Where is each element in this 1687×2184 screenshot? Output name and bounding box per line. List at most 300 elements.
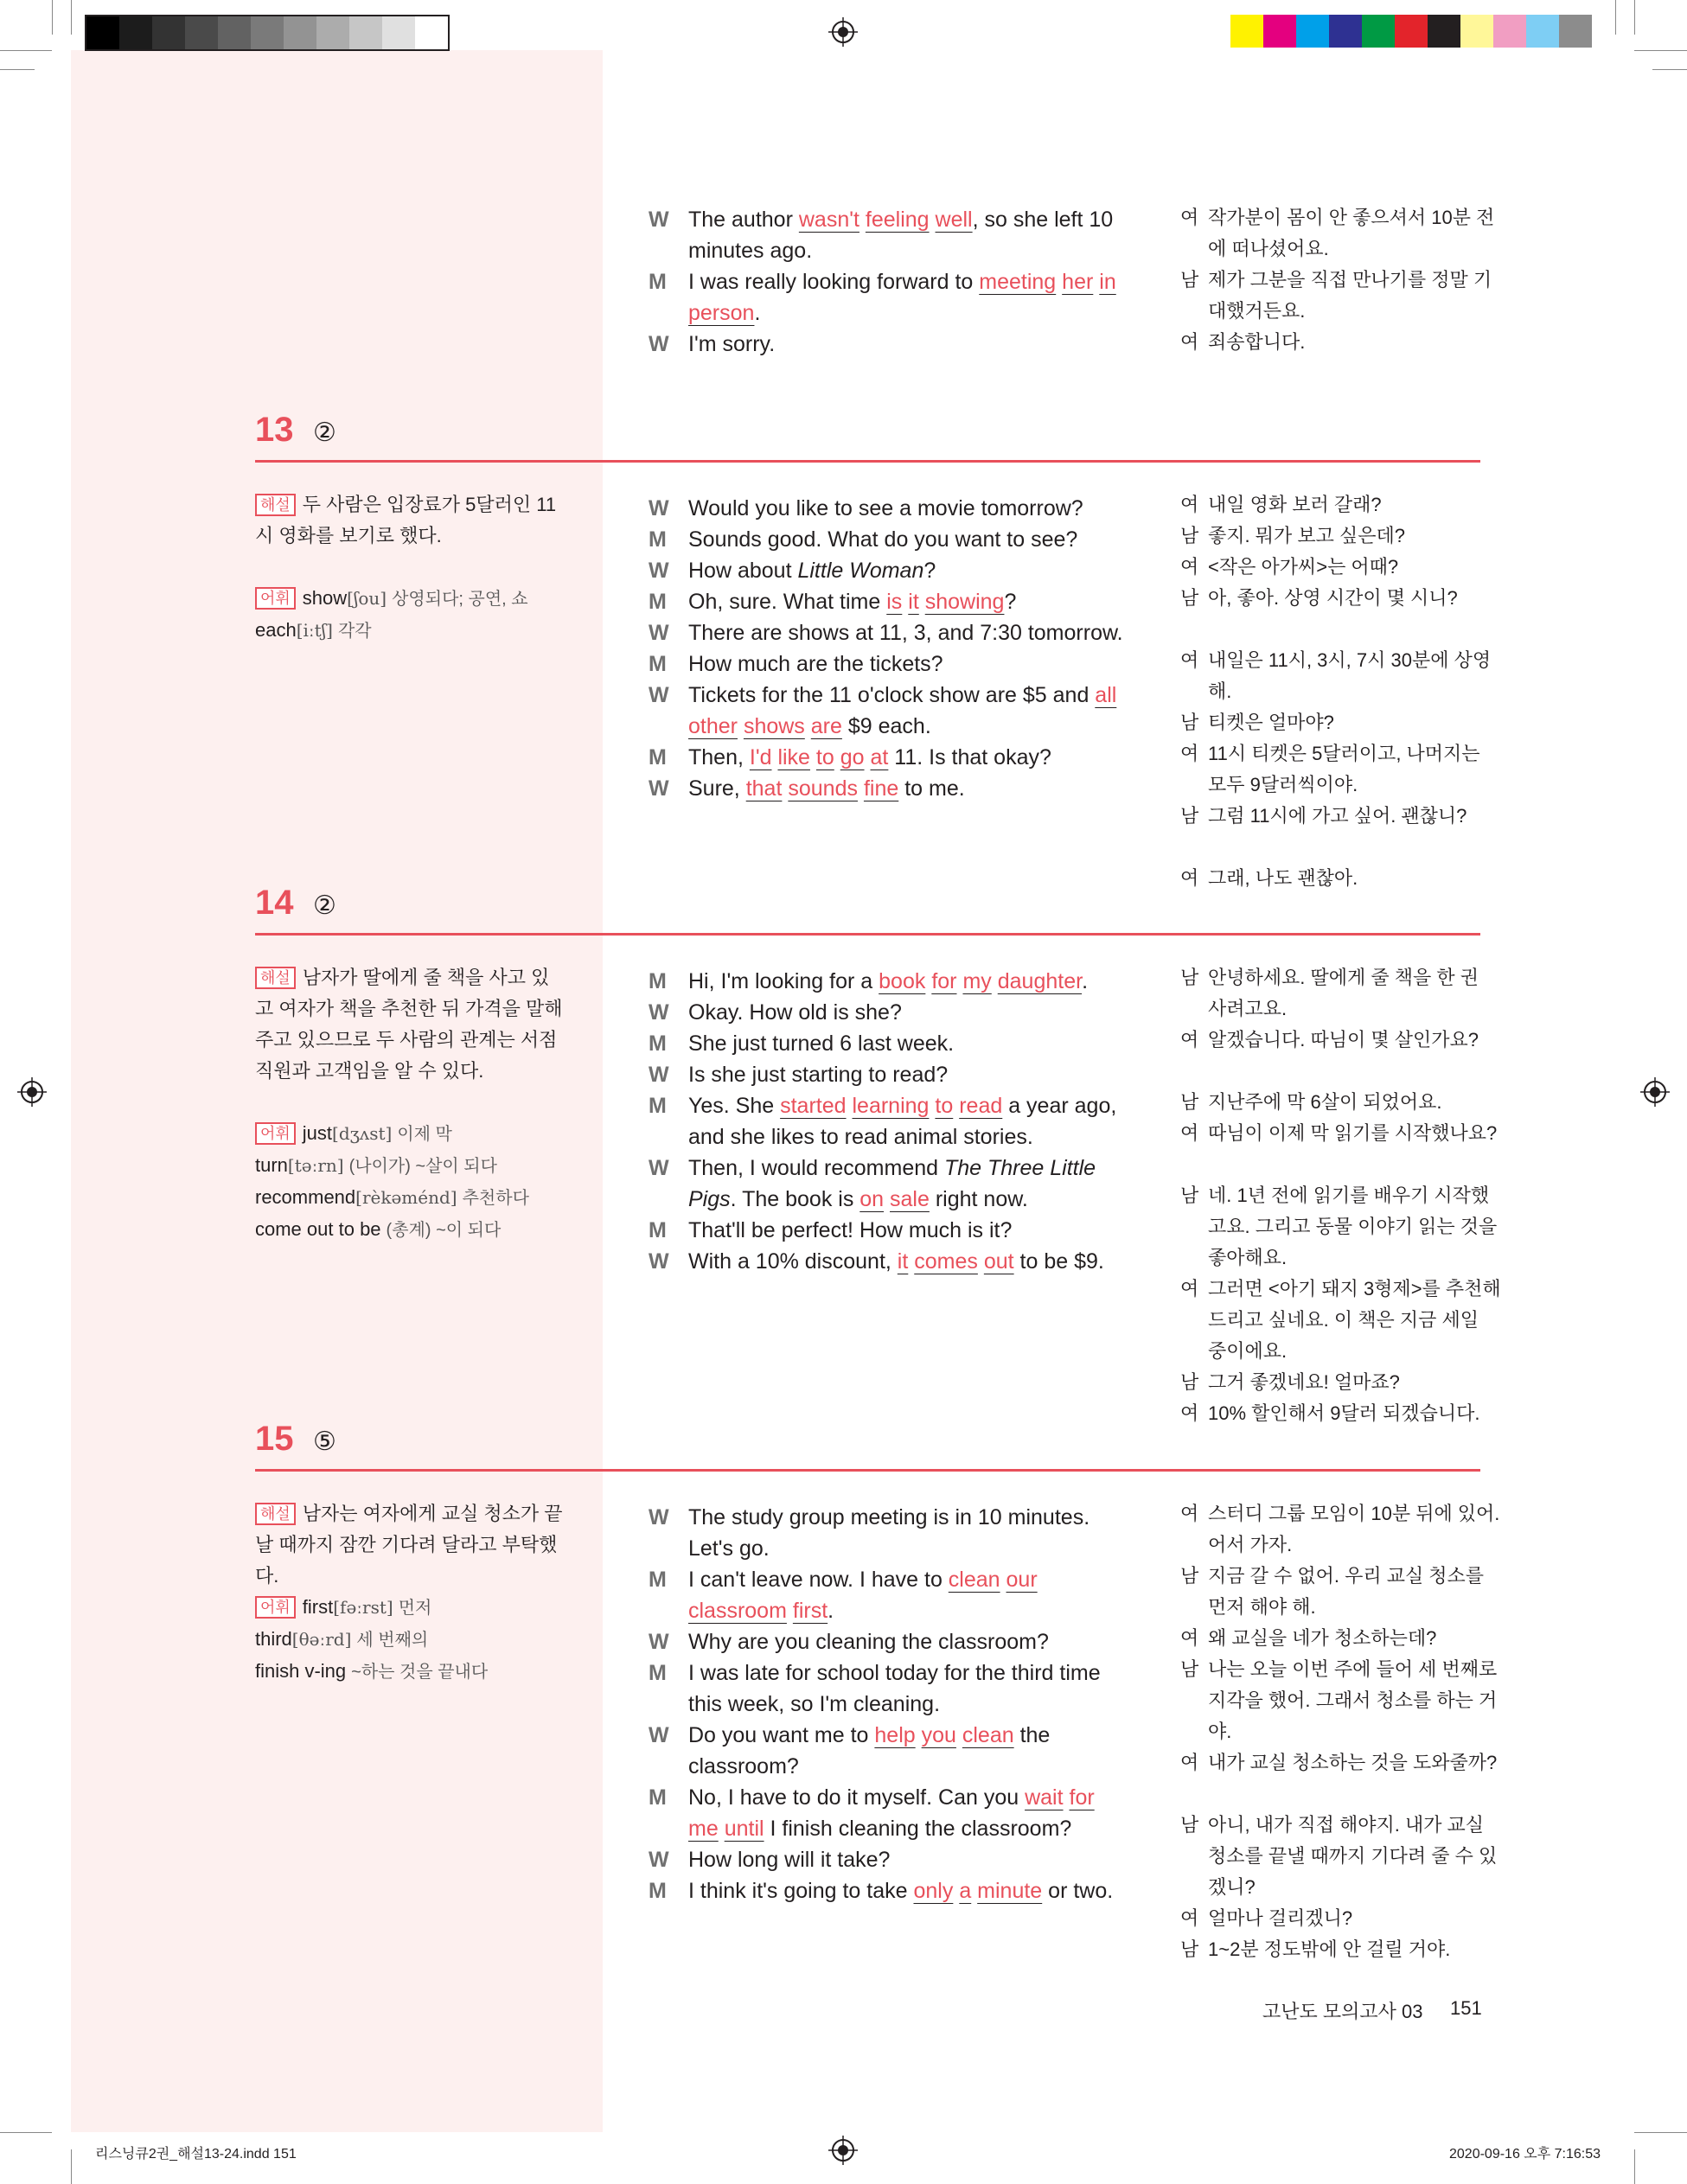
explanation bbox=[255, 489, 566, 552]
translation-text: 스터디 그룹 모임이 10분 뒤에 있어. 어서 가자. bbox=[1208, 1503, 1500, 1555]
section-footer: 고난도 모의고사 03 bbox=[1262, 2001, 1423, 2022]
vocab-meaning: (나이가) ~살이 되다 bbox=[348, 1157, 497, 1176]
dialogue-text bbox=[688, 555, 1129, 586]
vocab-word: third bbox=[255, 1628, 292, 1650]
color-swatch bbox=[251, 16, 284, 49]
speaker-label: W bbox=[649, 683, 669, 707]
speaker-label: W bbox=[649, 1630, 669, 1654]
color-swatch bbox=[1329, 15, 1362, 48]
blank-answer: go bbox=[840, 745, 865, 770]
color-swatch bbox=[1263, 15, 1296, 48]
blank-answer: minute bbox=[977, 1879, 1043, 1903]
color-swatch bbox=[1559, 15, 1592, 48]
translation-text: 죄송합니다. bbox=[1208, 331, 1306, 353]
explanation-tag: 해설 bbox=[255, 967, 296, 989]
blank-answer: book bbox=[879, 969, 926, 993]
vocab-entry bbox=[255, 1182, 584, 1214]
vocabulary bbox=[255, 1592, 584, 1688]
vocab-meaning: ~하는 것을 끝내다 bbox=[351, 1663, 489, 1682]
speaker-label: 여 bbox=[1180, 1122, 1199, 1144]
blank-answer: a bbox=[959, 1879, 972, 1903]
blank-answer: on bbox=[859, 1187, 885, 1211]
vocab-pronunciation: [fəːrst] bbox=[333, 1597, 393, 1618]
explanation-text: 두 사람은 입장료가 5달러인 11시 영화를 보기로 했다. bbox=[255, 494, 557, 546]
translation-text: 따님이 이제 막 읽기를 시작했나요? bbox=[1208, 1122, 1498, 1144]
vocab-pronunciation: [təːrn] bbox=[287, 1155, 344, 1176]
translation-text: 안녕하세요. 딸에게 줄 책을 한 권 사려고요. bbox=[1208, 967, 1479, 1019]
question-answer: ② bbox=[313, 418, 336, 447]
text-run: to me. bbox=[898, 776, 965, 801]
speaker-label: M bbox=[649, 1094, 667, 1118]
text-run: Okay. How old is she? bbox=[688, 1000, 902, 1025]
text-run: The author bbox=[688, 208, 799, 232]
speaker-label: W bbox=[649, 776, 669, 801]
text-run: Would you like to see a movie tomorrow? bbox=[688, 496, 1083, 520]
speaker-label: 여 bbox=[1180, 494, 1199, 515]
crop-mark bbox=[1634, 2149, 1635, 2184]
vocab-entry bbox=[255, 1118, 584, 1150]
speaker-label: 남 bbox=[1180, 269, 1199, 291]
text-run bbox=[865, 745, 871, 770]
question-number: 15 bbox=[255, 1420, 294, 1458]
text-run: With a 10% discount, bbox=[688, 1249, 898, 1274]
translation-text: 그래, 나도 괜찮아. bbox=[1208, 867, 1358, 889]
speaker-label: 남 bbox=[1180, 1814, 1199, 1836]
grayscale-color-bar bbox=[85, 15, 450, 51]
vocab-tag: 어휘 bbox=[255, 587, 296, 610]
translation-text: 작가분이 몸이 안 좋으셔서 10분 전에 떠나셨어요. bbox=[1208, 207, 1495, 259]
dialogue-text bbox=[688, 1090, 1129, 1153]
explanation-text: 남자는 여자에게 교실 청소가 끝날 때까지 잠깐 기다려 달라고 부탁했다. bbox=[255, 1503, 563, 1587]
text-run bbox=[919, 590, 925, 614]
blank-answer: only bbox=[913, 1879, 954, 1903]
speaker-label: W bbox=[649, 496, 669, 520]
dialogue-text bbox=[688, 1626, 1129, 1657]
dialogue-text bbox=[688, 1720, 1129, 1782]
text-run: Why are you cleaning the classroom? bbox=[688, 1630, 1049, 1654]
speaker-label: W bbox=[649, 208, 669, 232]
speaker-label: 여 bbox=[1180, 743, 1199, 764]
blank-answer: clean bbox=[962, 1723, 1014, 1747]
text-run: . The book is bbox=[730, 1187, 860, 1211]
question-number: 13 bbox=[255, 411, 294, 449]
explanation-tag: 해설 bbox=[255, 494, 296, 516]
speaker-label: W bbox=[649, 1156, 669, 1180]
blank-answer: it bbox=[897, 1249, 909, 1274]
translation-text: 아, 좋아. 상영 시간이 몇 시니? bbox=[1208, 587, 1458, 609]
blank-answer: read bbox=[959, 1094, 1003, 1118]
speaker-label: 여 bbox=[1180, 1278, 1199, 1300]
question-answer: ⑤ bbox=[313, 1427, 336, 1456]
text-run: to be $9. bbox=[1013, 1249, 1104, 1274]
crop-mark bbox=[0, 2132, 52, 2133]
vocab-tag: 어휘 bbox=[255, 1122, 296, 1145]
speaker-label: 여 bbox=[1180, 1752, 1199, 1773]
question-number: 14 bbox=[255, 884, 294, 922]
dialogue-text bbox=[688, 586, 1129, 617]
speaker-label: 여 bbox=[1180, 867, 1199, 889]
crop-mark bbox=[71, 2149, 72, 2184]
speaker-label: M bbox=[649, 1879, 667, 1903]
color-swatch bbox=[185, 16, 218, 49]
speaker-label: M bbox=[649, 969, 667, 993]
color-swatch bbox=[152, 16, 185, 49]
color-swatch bbox=[1493, 15, 1526, 48]
text-run: the classroom? bbox=[688, 1723, 1051, 1778]
dialogue-text bbox=[688, 1502, 1129, 1564]
blank-answer: until bbox=[724, 1817, 764, 1841]
blank-answer: for bbox=[931, 969, 957, 993]
speaker-label: 남 bbox=[1180, 1658, 1199, 1680]
text-run: Sure, bbox=[688, 776, 746, 801]
text-run: There are shows at 11, 3, and 7:30 tomorrow. bbox=[688, 621, 1123, 645]
text-run: 11. Is that okay? bbox=[888, 745, 1051, 770]
speaker-label: M bbox=[649, 270, 667, 294]
vocab-pronunciation: [rèkəménd] bbox=[355, 1187, 457, 1208]
text-run: . bbox=[1082, 969, 1089, 993]
vocab-meaning: 이제 막 bbox=[397, 1125, 452, 1144]
text-run bbox=[847, 1094, 853, 1118]
text-run: She just turned 6 last week. bbox=[688, 1031, 955, 1056]
translation-text: 그럼 11시에 가고 싶어. 괜찮니? bbox=[1208, 805, 1467, 827]
dialogue-text bbox=[688, 966, 1129, 997]
speaker-label: 남 bbox=[1180, 1565, 1199, 1587]
blank-answer: clean bbox=[948, 1568, 1000, 1592]
translation-text: 내일 영화 보러 갈래? bbox=[1208, 494, 1382, 515]
vocab-meaning: (총계) ~이 되다 bbox=[386, 1221, 502, 1240]
blank-answer: it bbox=[908, 590, 919, 614]
vocab-pronunciation: [dʒʌst] bbox=[332, 1123, 393, 1144]
speaker-label: 남 bbox=[1180, 805, 1199, 827]
vocab-word: turn bbox=[255, 1154, 288, 1176]
vocab-word: come out to be bbox=[255, 1218, 381, 1240]
translation-text: 제가 그분을 직접 만나기를 정말 기대했거든요. bbox=[1208, 269, 1492, 322]
registration-mark-icon bbox=[828, 2136, 858, 2165]
color-swatch bbox=[316, 16, 349, 49]
color-swatch bbox=[1460, 15, 1493, 48]
crop-mark bbox=[1652, 69, 1687, 70]
vocab-meaning: 상영되다; 공연, 쇼 bbox=[392, 590, 528, 609]
dialogue-text bbox=[688, 617, 1129, 648]
crop-mark bbox=[1615, 0, 1616, 35]
section-divider bbox=[255, 460, 1480, 463]
blank-answer: other bbox=[688, 714, 738, 738]
blank-answer: out bbox=[983, 1249, 1014, 1274]
blank-answer: for bbox=[1069, 1785, 1095, 1810]
translation-text: 11시 티켓은 5달러이고, 나머지는 모두 9달러씩이야. bbox=[1208, 743, 1480, 795]
blank-answer: sounds bbox=[788, 776, 858, 801]
dialogue-text bbox=[688, 648, 1129, 680]
color-swatch bbox=[218, 16, 251, 49]
translation-text: 얼마나 걸리겠니? bbox=[1208, 1907, 1353, 1929]
speaker-label: M bbox=[649, 652, 667, 676]
text-run: Is she just starting to read? bbox=[688, 1063, 949, 1087]
crop-mark bbox=[1634, 50, 1687, 51]
speaker-label: M bbox=[649, 1661, 667, 1685]
print-timestamp: 2020-09-16 오후 7:16:53 bbox=[1449, 2147, 1601, 2162]
dialogue-text bbox=[688, 680, 1129, 742]
speaker-label: 남 bbox=[1180, 587, 1199, 609]
text-run: Tickets for the 11 o'clock show are $5 and bbox=[688, 683, 1096, 707]
vocab-word: show bbox=[302, 587, 348, 609]
blank-answer: person bbox=[688, 301, 755, 325]
text-run bbox=[787, 1599, 793, 1623]
vocab-meaning: 추천하다 bbox=[462, 1189, 529, 1208]
dialogue-text bbox=[688, 997, 1129, 1028]
text-run bbox=[1000, 1568, 1006, 1592]
vocab-pronunciation: [iːtʃ] bbox=[296, 620, 333, 641]
blank-answer: learning bbox=[852, 1094, 930, 1118]
text-run: or two. bbox=[1042, 1879, 1114, 1903]
speaker-label: W bbox=[649, 1063, 669, 1087]
text-run: How long will it take? bbox=[688, 1848, 891, 1872]
crop-mark bbox=[0, 69, 35, 70]
vocab-entry bbox=[255, 1624, 584, 1656]
vocab-entry bbox=[255, 1592, 584, 1624]
question-answer: ② bbox=[313, 891, 336, 920]
speaker-label: M bbox=[649, 527, 667, 552]
section-divider bbox=[255, 1469, 1480, 1472]
text-run bbox=[719, 1817, 725, 1841]
dialogue-text bbox=[688, 329, 1129, 360]
translation-text: 내일은 11시, 3시, 7시 30분에 상영해. bbox=[1208, 649, 1492, 702]
dialogue-text bbox=[688, 204, 1129, 266]
vocab-word: recommend bbox=[255, 1186, 356, 1208]
speaker-label: 여 bbox=[1180, 556, 1199, 578]
text-run: Oh, sure. What time bbox=[688, 590, 887, 614]
text-run: That'll be perfect! How much is it? bbox=[688, 1218, 1013, 1242]
vocabulary bbox=[255, 583, 584, 647]
blank-answer: classroom bbox=[688, 1599, 787, 1623]
blank-answer: at bbox=[870, 745, 889, 770]
text-run: I finish cleaning the classroom? bbox=[764, 1817, 1072, 1841]
speaker-label: 남 bbox=[1180, 525, 1199, 546]
speaker-label: M bbox=[649, 590, 667, 614]
left-column-background bbox=[71, 50, 603, 2132]
translation-text: 그거 좋겠네요! 얼마죠? bbox=[1208, 1371, 1400, 1393]
blank-answer: all bbox=[1095, 683, 1117, 707]
blank-answer: in bbox=[1099, 270, 1116, 294]
speaker-label: 여 bbox=[1180, 1907, 1199, 1929]
vocab-word: first bbox=[302, 1596, 334, 1618]
speaker-label: M bbox=[649, 1218, 667, 1242]
speaker-label: 여 bbox=[1180, 1627, 1199, 1649]
translation-text: 내가 교실 청소하는 것을 도와줄까? bbox=[1208, 1752, 1498, 1773]
translation-text: 네. 1년 전에 읽기를 배우기 시작했고요. 그리고 동물 이야기 읽는 것을 좋아해요. bbox=[1208, 1185, 1498, 1268]
speaker-label: 여 bbox=[1180, 331, 1199, 353]
text-run bbox=[859, 208, 866, 232]
blank-answer: feeling bbox=[865, 208, 930, 232]
file-slug: 리스닝큐2권_해설13-24.indd 151 bbox=[95, 2147, 297, 2162]
vocab-meaning: 세 번째의 bbox=[356, 1631, 429, 1650]
speaker-label: 여 bbox=[1180, 649, 1199, 671]
color-swatch bbox=[1526, 15, 1559, 48]
dialogue-text bbox=[688, 773, 1129, 804]
text-run: ? bbox=[1004, 590, 1017, 614]
crop-mark bbox=[1634, 0, 1635, 35]
speaker-label: 남 bbox=[1180, 1371, 1199, 1393]
color-swatch bbox=[1296, 15, 1329, 48]
text-run: The study group meeting is in 10 minutes. Let's go. bbox=[688, 1505, 1090, 1561]
speaker-label: 남 bbox=[1180, 967, 1199, 988]
text-run: ? bbox=[923, 559, 936, 583]
speaker-label: M bbox=[649, 1568, 667, 1592]
dialogue-text bbox=[688, 1246, 1129, 1277]
text-run: a year ago, and she likes to read animal stories. bbox=[688, 1094, 1117, 1149]
translation-text: 10% 할인해서 9달러 되겠습니다. bbox=[1208, 1402, 1480, 1424]
registration-mark-icon bbox=[1640, 1077, 1670, 1107]
vocab-entry bbox=[255, 1150, 584, 1182]
vocab-word: finish v-ing bbox=[255, 1660, 347, 1682]
blank-answer: to bbox=[935, 1094, 954, 1118]
vocab-meaning: 각각 bbox=[337, 622, 372, 641]
speaker-label: W bbox=[649, 1249, 669, 1274]
translation-text: 나는 오늘 이번 주에 들어 세 번째로 지각을 했어. 그래서 청소를 하는 거야. bbox=[1208, 1658, 1498, 1742]
translation-text: 아니, 내가 직접 해야지. 내가 교실 청소를 끝낼 때까지 기다려 줄 수 있겠니? bbox=[1208, 1814, 1498, 1898]
color-swatch bbox=[349, 16, 382, 49]
speaker-label: M bbox=[649, 1785, 667, 1810]
explanation bbox=[255, 1498, 566, 1592]
title-text: Little Woman bbox=[797, 559, 924, 583]
blank-answer: fine bbox=[863, 776, 899, 801]
explanation bbox=[255, 962, 566, 1087]
translation-text: 지금 갈 수 없어. 우리 교실 청소를 먼저 해야 해. bbox=[1208, 1565, 1485, 1618]
text-run: Then, bbox=[688, 745, 750, 770]
dialogue-text bbox=[688, 493, 1129, 524]
speaker-label: 남 bbox=[1180, 1185, 1199, 1206]
text-run bbox=[978, 1249, 984, 1274]
dialogue-text bbox=[688, 1875, 1129, 1906]
blank-answer: showing bbox=[924, 590, 1005, 614]
text-run bbox=[810, 745, 816, 770]
dialogue-text bbox=[688, 524, 1129, 555]
speaker-label: M bbox=[649, 1031, 667, 1056]
text-run: Hi, I'm looking for a bbox=[688, 969, 879, 993]
translation-text: 티켓은 얼마야? bbox=[1208, 712, 1334, 733]
blank-answer: wasn't bbox=[798, 208, 859, 232]
color-swatch bbox=[86, 16, 119, 49]
process-color-bar bbox=[1230, 15, 1592, 48]
vocab-tag: 어휘 bbox=[255, 1596, 296, 1619]
text-run: . bbox=[754, 301, 761, 325]
translation-text: 왜 교실을 네가 청소하는데? bbox=[1208, 1627, 1437, 1649]
speaker-label: 여 bbox=[1180, 1029, 1199, 1050]
text-run bbox=[956, 1723, 962, 1747]
color-swatch bbox=[1395, 15, 1428, 48]
crop-mark bbox=[0, 50, 52, 51]
text-run: $9 each. bbox=[841, 714, 931, 738]
translation-text: 알겠습니다. 따님이 몇 살인가요? bbox=[1208, 1029, 1479, 1050]
vocab-entry bbox=[255, 1214, 584, 1246]
speaker-label: 여 bbox=[1180, 1503, 1199, 1524]
crop-mark bbox=[1634, 2132, 1687, 2133]
dialogue-text bbox=[688, 1564, 1129, 1626]
text-run bbox=[858, 776, 864, 801]
blank-answer: help bbox=[874, 1723, 916, 1747]
speaker-label: W bbox=[649, 1848, 669, 1872]
color-swatch bbox=[1362, 15, 1395, 48]
text-run bbox=[805, 714, 811, 738]
speaker-label: W bbox=[649, 332, 669, 356]
text-run: Yes. She bbox=[688, 1094, 781, 1118]
dialogue-text bbox=[688, 1215, 1129, 1246]
blank-answer: started bbox=[780, 1094, 847, 1118]
speaker-label: 여 bbox=[1180, 1402, 1199, 1424]
text-run: Do you want me to bbox=[688, 1723, 875, 1747]
crop-mark bbox=[52, 0, 53, 35]
blank-answer: that bbox=[745, 776, 783, 801]
blank-answer: like bbox=[777, 745, 810, 770]
dialogue-text bbox=[688, 1059, 1129, 1090]
dialogue-text bbox=[688, 1028, 1129, 1059]
text-run bbox=[884, 1187, 890, 1211]
blank-answer: her bbox=[1062, 270, 1094, 294]
text-run: How much are the tickets? bbox=[688, 652, 943, 676]
dialogue-text bbox=[688, 1153, 1129, 1215]
blank-answer: first bbox=[792, 1599, 828, 1623]
text-run: I'm sorry. bbox=[688, 332, 776, 356]
speaker-label: 남 bbox=[1180, 1091, 1199, 1113]
text-run bbox=[992, 969, 998, 993]
speaker-label: W bbox=[649, 1723, 669, 1747]
section-divider bbox=[255, 933, 1480, 936]
color-swatch bbox=[119, 16, 152, 49]
vocab-entry bbox=[255, 1656, 584, 1688]
blank-answer: wait bbox=[1025, 1785, 1064, 1810]
blank-answer: daughter bbox=[997, 969, 1083, 993]
speaker-label: W bbox=[649, 621, 669, 645]
text-run: right now. bbox=[929, 1187, 1028, 1211]
text-run bbox=[916, 1723, 922, 1747]
dialogue-text bbox=[688, 1844, 1129, 1875]
color-swatch bbox=[1428, 15, 1460, 48]
speaker-label: W bbox=[649, 1000, 669, 1025]
text-run bbox=[1064, 1785, 1070, 1810]
blank-answer: meeting bbox=[979, 270, 1057, 294]
blank-answer: you bbox=[921, 1723, 956, 1747]
vocabulary bbox=[255, 1118, 584, 1246]
explanation-tag: 해설 bbox=[255, 1503, 296, 1525]
text-run bbox=[930, 208, 936, 232]
text-run: Then, I would recommend bbox=[688, 1156, 944, 1180]
vocab-entry bbox=[255, 583, 584, 615]
speaker-label: M bbox=[649, 745, 667, 770]
dialogue-text bbox=[688, 1782, 1129, 1844]
speaker-label: W bbox=[649, 1505, 669, 1529]
text-run: I can't leave now. I have to bbox=[688, 1568, 949, 1592]
text-run: I was late for school today for the third time this week, so I'm cleaning. bbox=[688, 1661, 1101, 1716]
registration-mark-icon bbox=[828, 17, 858, 47]
text-run bbox=[738, 714, 744, 738]
dialogue-text bbox=[688, 742, 1129, 773]
blank-answer: is bbox=[886, 590, 903, 614]
vocab-meaning: 먼저 bbox=[398, 1599, 432, 1618]
dialogue-text bbox=[688, 1657, 1129, 1720]
translation-text: 그러면 <아기 돼지 3형제>를 추천해 드리고 싶네요. 이 책은 지금 세일 중이에요. bbox=[1208, 1278, 1501, 1362]
blank-answer: me bbox=[688, 1817, 719, 1841]
blank-answer: are bbox=[810, 714, 842, 738]
translation-text: 좋지. 뭐가 보고 싶은데? bbox=[1208, 525, 1405, 546]
vocab-word: just bbox=[302, 1122, 333, 1144]
registration-mark-icon bbox=[17, 1077, 47, 1107]
blank-answer: I'd bbox=[749, 745, 772, 770]
dialogue-text bbox=[688, 266, 1129, 329]
speaker-label: 여 bbox=[1180, 207, 1199, 228]
vocab-pronunciation: [θəːrd] bbox=[291, 1629, 352, 1650]
vocab-entry bbox=[255, 615, 584, 647]
translation-text: <작은 아가씨>는 어때? bbox=[1208, 556, 1399, 578]
speaker-label: 남 bbox=[1180, 712, 1199, 733]
